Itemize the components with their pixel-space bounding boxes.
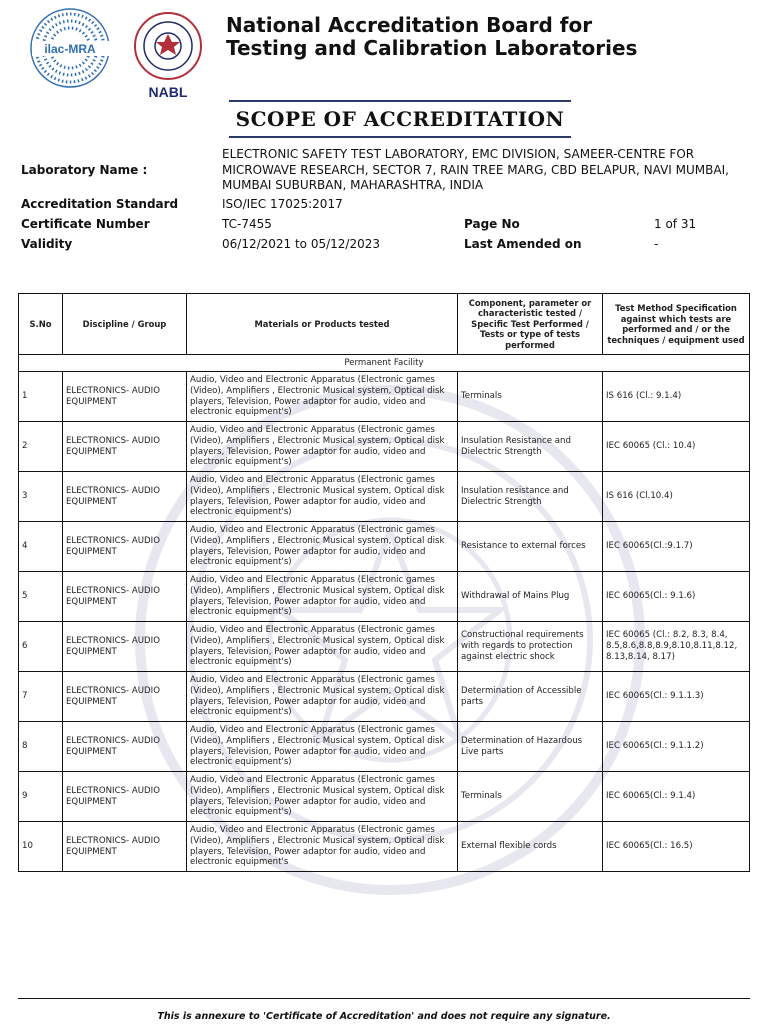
standard-label: Accreditation Standard	[21, 197, 179, 211]
ilac-logo-text: ilac-MRA	[44, 42, 96, 56]
cell-component: Insulation resistance and Dielectric Strength	[458, 472, 603, 522]
cell-component: Resistance to external forces	[458, 522, 603, 572]
footer-note: This is annexure to 'Certificate of Accreditation' and does not require any signature.	[157, 1011, 611, 1022]
cell-materials: Audio, Video and Electronic Apparatus (Electronic games (Video), Amplifiers , Electronic Musical system, Optical disk players, Television, Power adaptor for audio, video and electronic equipment's)	[187, 622, 458, 672]
header-discipline: Discipline / Group	[63, 294, 187, 355]
cell-discipline: ELECTRONICS- AUDIO EQUIPMENT	[63, 772, 187, 822]
facility-label: Permanent Facility	[19, 355, 750, 372]
scope-table	[18, 293, 750, 872]
scope-title-banner	[229, 100, 571, 138]
cell-discipline: ELECTRONICS- AUDIO EQUIPMENT	[63, 672, 187, 722]
validity-label: Validity	[21, 237, 73, 251]
org-title-line-2: Testing and Calibration Laboratories	[226, 36, 638, 60]
table-row	[19, 472, 750, 522]
cell-sno: 2	[19, 422, 63, 472]
cell-sno: 5	[19, 572, 63, 622]
cell-component: Terminals	[458, 772, 603, 822]
cell-materials: Audio, Video and Electronic Apparatus (Electronic games (Video), Amplifiers , Electronic Musical system, Optical disk players, Television, Power adaptor for audio, video and electronic equipment's)	[187, 572, 458, 622]
cell-component: Constructional requirements with regards to protection against electric shock	[458, 622, 603, 672]
lab-name-line-3: MUMBAI SUBURBAN, MAHARASHTRA, INDIA	[222, 178, 484, 192]
cell-method: IS 616 (Cl.10.4)	[603, 472, 750, 522]
cell-sno: 1	[19, 372, 63, 422]
cell-method: IEC 60065(Cl.:9.1.7)	[603, 522, 750, 572]
organization-title	[226, 14, 637, 60]
cell-discipline: ELECTRONICS- AUDIO EQUIPMENT	[63, 722, 187, 772]
cell-component: Insulation Resistance and Dielectric Strength	[458, 422, 603, 472]
cell-method: IEC 60065 (Cl.: 8.2, 8.3, 8.4, 8.5,8.6,8.8,8.9,8.10,8.11,8.12, 8.13,8.14, 8.17)	[603, 622, 750, 672]
header-sno: S.No	[19, 294, 63, 355]
cell-materials: Audio, Video and Electronic Apparatus (Electronic games (Video), Amplifiers , Electronic Musical system, Optical disk players, Television, Power adaptor for audio, video and electronic equipment's)	[187, 672, 458, 722]
lab-info-block	[20, 146, 750, 256]
cell-component: Determination of Hazardous Live parts	[458, 722, 603, 772]
header-method: Test Method Specification against which tests are performed and / or the techniques / equipment used	[603, 294, 750, 355]
lab-name-line-1: ELECTRONIC SAFETY TEST LABORATORY, EMC DIVISION, SAMEER-CENTRE FOR	[222, 147, 695, 161]
table-row	[19, 422, 750, 472]
cell-materials: Audio, Video and Electronic Apparatus (Electronic games (Video), Amplifiers , Electronic Musical system, Optical disk players, Television, Power adaptor for audio, video and electronic equipment's)	[187, 522, 458, 572]
ilac-mra-logo	[31, 9, 110, 87]
cell-component: Withdrawal of Mains Plug	[458, 572, 603, 622]
nabl-logo	[135, 13, 201, 100]
cell-sno: 4	[19, 522, 63, 572]
page-no-label: Page No	[464, 217, 520, 231]
table-row	[19, 572, 750, 622]
cell-sno: 7	[19, 672, 63, 722]
nabl-logo-text: NABL	[148, 84, 188, 100]
validity-value: 06/12/2021 to 05/12/2023	[222, 237, 381, 251]
table-row	[19, 822, 750, 872]
certificate-value: TC-7455	[222, 217, 272, 231]
footer-divider	[18, 998, 750, 999]
cell-discipline: ELECTRONICS- AUDIO EQUIPMENT	[63, 372, 187, 422]
cell-sno: 9	[19, 772, 63, 822]
cell-component: External flexible cords	[458, 822, 603, 872]
lab-name-value	[222, 147, 729, 194]
table-row	[19, 522, 750, 572]
cell-materials: Audio, Video and Electronic Apparatus (Electronic games (Video), Amplifiers , Electronic Musical system, Optical disk players, Television, Power adaptor for audio, video and electronic equipment's)	[187, 722, 458, 772]
cell-materials: Audio, Video and Electronic Apparatus (Electronic games (Video), Amplifiers , Electronic Musical system, Optical disk players, Television, Power adaptor for audio, video and electronic equipment's)	[187, 372, 458, 422]
standard-value: ISO/IEC 17025:2017	[222, 197, 343, 211]
page-no-value: 1 of 31	[654, 217, 697, 231]
accreditation-logos	[28, 8, 208, 100]
scope-title: SCOPE OF ACCREDITATION	[235, 107, 565, 131]
cell-method: IEC 60065(Cl.: 9.1.1.2)	[603, 722, 750, 772]
lab-name-line-2: MICROWAVE RESEARCH, SECTOR 7, RAIN TREE MARG, CBD BELAPUR, NAVI MUMBAI,	[222, 162, 729, 177]
cell-method: IEC 60065(Cl.: 9.1.1.3)	[603, 672, 750, 722]
cell-discipline: ELECTRONICS- AUDIO EQUIPMENT	[63, 572, 187, 622]
cell-method: IS 616 (Cl.: 9.1.4)	[603, 372, 750, 422]
cell-sno: 8	[19, 722, 63, 772]
table-row	[19, 772, 750, 822]
header-materials: Materials or Products tested	[187, 294, 458, 355]
cell-method: IEC 60065(Cl.: 9.1.6)	[603, 572, 750, 622]
cell-discipline: ELECTRONICS- AUDIO EQUIPMENT	[63, 822, 187, 872]
cell-materials: Audio, Video and Electronic Apparatus (Electronic games (Video), Amplifiers , Electronic Musical system, Optical disk players, Television, Power adaptor for audio, video and electronic equipment's)	[187, 422, 458, 472]
cell-sno: 3	[19, 472, 63, 522]
lab-name-label: Laboratory Name :	[21, 163, 148, 177]
cell-method: IEC 60065(Cl.: 16.5)	[603, 822, 750, 872]
cell-discipline: ELECTRONICS- AUDIO EQUIPMENT	[63, 522, 187, 572]
last-amended-label: Last Amended on	[464, 237, 582, 251]
cell-sno: 10	[19, 822, 63, 872]
org-title-line-1: National Accreditation Board for	[226, 13, 593, 37]
table-header-row	[19, 294, 750, 355]
cell-method: IEC 60065(Cl.: 9.1.4)	[603, 772, 750, 822]
table-row	[19, 622, 750, 672]
cell-method: IEC 60065 (Cl.: 10.4)	[603, 422, 750, 472]
cell-discipline: ELECTRONICS- AUDIO EQUIPMENT	[63, 422, 187, 472]
cell-sno: 6	[19, 622, 63, 672]
last-amended-value: -	[654, 237, 659, 251]
cell-materials: Audio, Video and Electronic Apparatus (Electronic games (Video), Amplifiers , Electronic Musical system, Optical disk players, Television, Power adaptor for audio, video and electronic equipment's)	[187, 472, 458, 522]
table-row	[19, 722, 750, 772]
cell-discipline: ELECTRONICS- AUDIO EQUIPMENT	[63, 622, 187, 672]
cell-discipline: ELECTRONICS- AUDIO EQUIPMENT	[63, 472, 187, 522]
cell-materials: Audio, Video and Electronic Apparatus (Electronic games (Video), Amplifiers , Electronic Musical system, Optical disk players, Television, Power adaptor for audio, video and electronic equipment's	[187, 822, 458, 872]
table-row	[19, 672, 750, 722]
header-component: Component, parameter or characteristic tested / Specific Test Performed / Tests or type of tests performed	[458, 294, 603, 355]
cell-materials: Audio, Video and Electronic Apparatus (Electronic games (Video), Amplifiers , Electronic Musical system, Optical disk players, Television, Power adaptor for audio, video and electronic equipment's)	[187, 772, 458, 822]
certificate-label: Certificate Number	[21, 217, 150, 231]
facility-row	[19, 355, 750, 372]
cell-component: Determination of Accessible parts	[458, 672, 603, 722]
table-row	[19, 372, 750, 422]
cell-component: Terminals	[458, 372, 603, 422]
